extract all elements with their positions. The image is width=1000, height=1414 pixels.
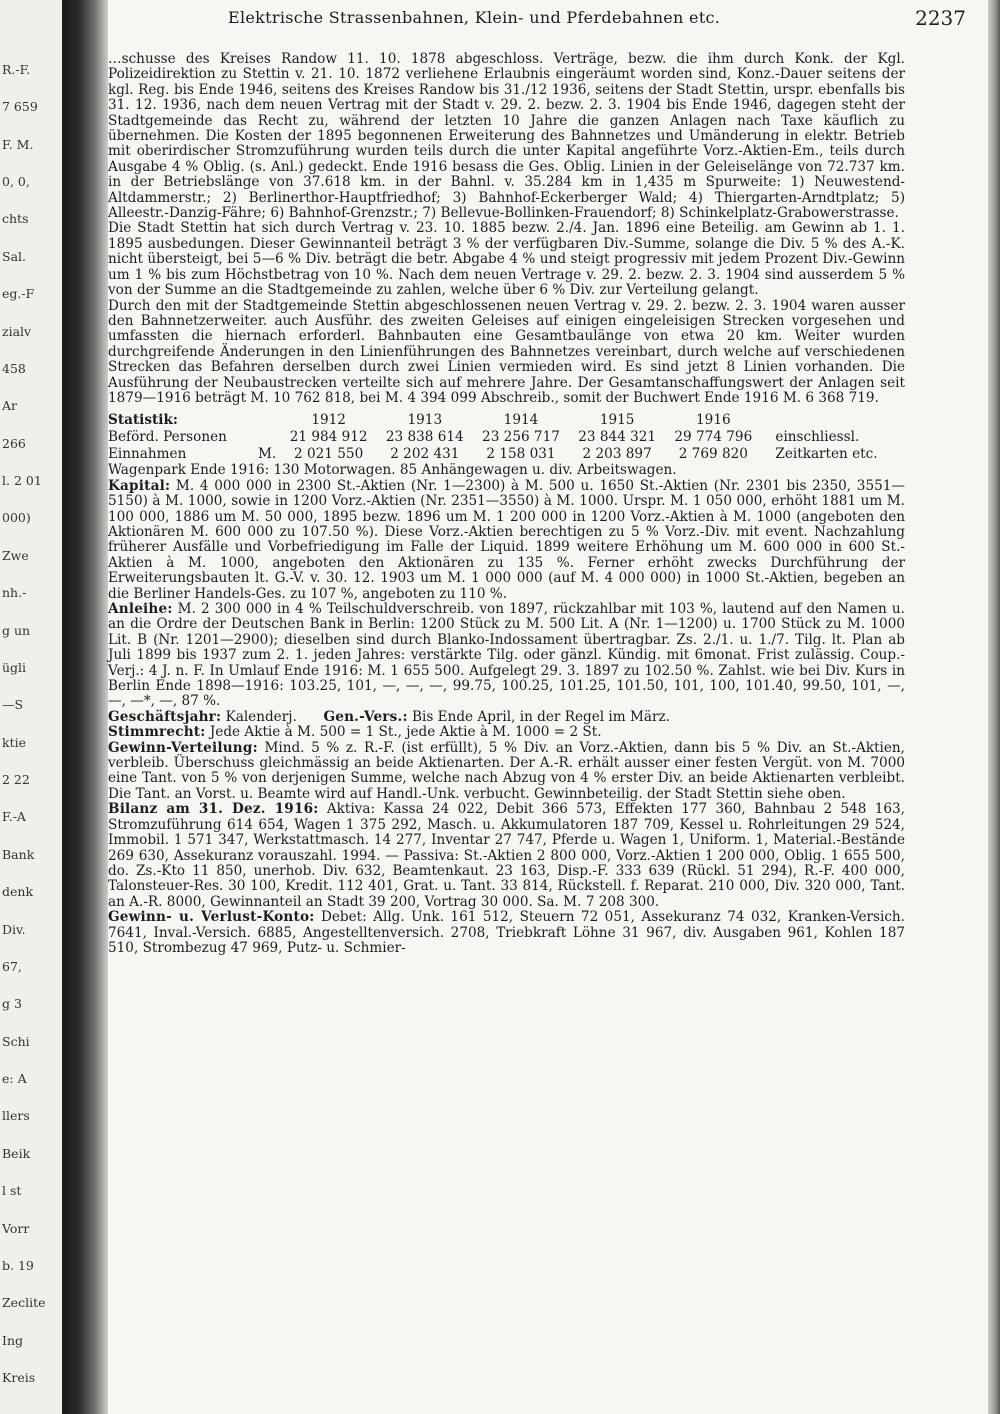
section-text: Jede Aktie à M. 500 = 1 St., jede Aktie à M. 1000 = 2 St. [209, 724, 602, 741]
margin-fragment: 7 659 [2, 99, 38, 115]
margin-fragment: e: A [2, 1071, 27, 1087]
margin-fragment: Sal. [2, 248, 26, 264]
year-header: 1915 [599, 412, 635, 429]
table-cell: 2 769 820 [678, 446, 748, 463]
section-label: Anleihe: [108, 601, 173, 617]
statistics-header-row [108, 412, 905, 429]
section-guv [108, 910, 905, 956]
table-cell: 2 021 550 [294, 446, 364, 463]
margin-fragment: 2 22 [2, 772, 30, 788]
section-kapital [108, 479, 905, 602]
margin-fragment: g un [2, 622, 31, 638]
section-stimmrecht [108, 725, 905, 740]
section-label: Stimmrecht: [108, 724, 206, 741]
margin-fragment: Ar [2, 398, 18, 414]
section-label: Geschäftsjahr: [108, 708, 222, 725]
margin-fragment: Beik [2, 1145, 31, 1161]
margin-fragment: eg.-F [2, 286, 35, 302]
section-text: M. 4 000 000 in 2300 St.-Aktien (Nr. 1—2300) à M. 500 u. 1650 St.-Aktien (Nr. 2301 bis 2350, 3551—5150) à M. 1000, sowie in 1200 Vorz.-Aktien (Nr. 2351—3550) à M. 1000. Urspr. M. 1 050 000, erhöht 1881 um M. 100 000, 1886 um M. 50 000, 1895 bezw. 1896 um M. 1 200 000 in 1200 Vorz.-Aktien à M. 1000 (angeboten den Aktionären M. 600 000 zu 107.50 %). Diese Vorz.-Aktien berechtigen zu 5 % Vorz.-Div. mit event. Nachzahlung früherer Ausfälle und Vorbefriedigung im Falle der Liquid. 1899 weitere Erhöhung um M. 600 000 in 600 St.-Aktien à M. 1000, angeboten den Aktionären zu 135 %. Ferner erhöht zwecks Durchführung der Erweiterungsbauten lt. G.-V. v. 30. 12. 1903 um M. 1 000 000 (auf M. 4 000 000) in 1000 St.-Aktien, begeben an die Berliner Handels-Ges. zu 107 %, angeboten zu 110 %. [108, 477, 905, 602]
table-cell: 21 984 912 [289, 429, 368, 446]
section-label: Bilanz am 31. Dez. 1916: [108, 801, 319, 818]
margin-fragment: Div. [2, 921, 26, 937]
section-text: Debet: Allg. Unk. 161 512, Steuern 72 051, Assekuranz 74 032, Kranken-Versich. 7641, Inval.-Versich. 6885, Angestelltenversich. 2708, Triebkraft Löhne 31 967, div. Ausgaben 961, Kohlen 187 510, Strombezug 47 969, Putz- u. Schmier- [108, 909, 906, 956]
section-label: Gewinn- u. Verlust-Konto: [108, 909, 315, 926]
statistics-table [108, 412, 905, 463]
table-cell: 23 256 717 [482, 429, 560, 446]
section-text: Aktiva: Kassa 24 022, Debit 366 573, Effekten 177 360, Bahnbau 2 548 163, Stromzuführung 614 654, Wagen 1 375 292, Masch. u. Akkumulatoren 187 709, Kessel u. Rohrleitungen 29 524, Immobil. 1 571 347, Werkstattmasch. 14 277, Inventar 27 747, Pferde u. Wagen 1, Uniform. 1, Material.-Bestände 269 630, Assekuranz vorauszahl. 1994. — Passiva: St.-Aktien 2 800 000, Vorz.-Aktien 1 200 000, Oblig. 1 655 500, do. Zs.-Kto 11 850, unerhob. Div. 632, Beamtenkaut. 23 163, Disp.-F. 333 639 (Rückl. 51 294), R.-F. 400 000, Talonsteuer-Res. 30 100, Kredit. 112 401, Grat. u. Tant. 33 814, Rückstell. f. Reparat. 210 000, Div. 320 000, Tant. an A.-R. 8000, Gewinnanteil an Stadt 39 200, Vortrag 30 000. Sa. M. 7 208 300. [108, 801, 905, 910]
body-text [108, 52, 905, 956]
statistics-label: Statistik: [108, 412, 178, 429]
row-note: einschliessl. [775, 429, 860, 446]
section-label: Kapital: [108, 477, 171, 494]
margin-fragment: Ing [2, 1332, 23, 1348]
year-header: 1913 [407, 412, 443, 429]
row-unit [258, 429, 281, 446]
section-label: Gen.-Vers.: [323, 708, 408, 725]
margin-fragment: l st [2, 1183, 22, 1199]
margin-fragment: R.-F. [2, 62, 31, 77]
margin-fragment: Zwe [2, 547, 29, 563]
page-header [108, 8, 988, 34]
previous-page-margin [0, 0, 62, 1414]
section-text: Mind. 5 % z. R.-F. (ist erfüllt), 5 % Div. an Vorz.-Aktien, dann bis 5 % Div. an St.-Aktien, verbleib. Überschuss gleichmässig an beide Aktienarten. Der A.-R. erhält ausser einer festen Vergüt. von M. 7000 eine Tant. von 5 % von derjenigen Summe, welche nach Abzug von 4 % erster Div. an beide Aktienarten verbleibt. Die Tant. an Vorst. u. Beamte wird auf Handl.-Unk. verbucht. Gewinnbeteilig. der Stadt Stettin siehe oben. [108, 739, 905, 802]
book-gutter [62, 0, 108, 1414]
margin-fragment: 0, 0, [2, 174, 30, 190]
table-cell: 29 774 796 [674, 429, 753, 446]
year-header: 1914 [503, 412, 539, 429]
section-text: Bis Ende April, in der Regel im März. [412, 708, 670, 725]
margin-fragment: Vorr [2, 1220, 30, 1236]
margin-fragment: —S [2, 697, 24, 713]
margin-fragment: Zeclite [2, 1295, 46, 1311]
table-cell: 2 202 431 [390, 446, 460, 463]
paragraph-wagenpark: Wagenpark Ende 1916: 130 Motorwagen. 85 Anhängewagen u. div. Arbeitswagen. [108, 462, 677, 479]
section-text: Kalenderj. [225, 708, 297, 725]
row-label: Beförd. Personen [108, 429, 227, 446]
year-header: 1916 [696, 412, 731, 429]
margin-fragment: denk [2, 884, 34, 900]
margin-fragment: zialv [2, 323, 32, 339]
year-header: 1912 [311, 412, 346, 429]
row-note: Zeitkarten etc. [775, 446, 878, 463]
page-edge-shadow [988, 0, 1000, 1414]
statistics-row-passengers [108, 429, 905, 446]
section-text: M. 2 300 000 in 4 % Teilschuldverschreib. von 1897, rückzahlbar mit 103 %, lautend auf den Namen u. an die Ordre der Deutschen Bank in Berlin: 1200 Stück zu M. 500 Lit. A (Nr. 1—1200) u. 1700 Stück zu M. 1000 Lit. B (Nr. 1201—2900); dieselben sind durch Blanko-Indossament übertragbar. Zs. 2./1. u. 1./7. Tilg. lt. Plan ab Juli 1899 bis 1937 zum 2. 1. jeden Jahres: verstärkte Tilg. oder gänzl. Kündig. mit 6monat. Frist zulässig. Coup.-Verj.: 4 J. n. F. In Umlauf Ende 1916: M. 1 655 500. Aufgelegt 29. 3. 1897 zu 102.50 %. Zahlst. wie bei Div. Kurs in Berlin Ende 1898—1916: 103.25, 101, —, —, —, 99.75, 100.25, 101.25, 101.50, 101, 100, 101.40, 99.50, 101, —, —, —*, —, 87 %. [108, 601, 905, 710]
margin-fragment: Schi [2, 1033, 30, 1049]
margin-fragment: chts [2, 211, 29, 227]
statistics-row-revenue [108, 446, 905, 463]
row-label: Einnahmen [108, 446, 187, 463]
table-cell: 2 203 897 [582, 446, 652, 463]
page-number: 2237 [915, 6, 966, 30]
margin-fragment: 458 [2, 360, 26, 376]
margin-fragment: g 3 [2, 996, 22, 1012]
table-cell: 2 158 031 [486, 446, 556, 463]
margin-fragment: Kreis [2, 1370, 36, 1385]
section-bilanz [108, 802, 905, 910]
margin-fragment: l. 2 01 [2, 473, 42, 489]
row-unit: M. [258, 446, 277, 463]
paragraph-new-contract: Durch den mit der Stadtgemeinde Stettin abgeschlossenen neuen Vertrag v. 29. 2. bezw. 2. 3. 1904 waren ausser den Bahnnetzerweiter. auch Ausführ. des zweiten Geleises auf einigen eingeleisigen Strecken vorgesehen und umfassten die hiernach erforderl. Bahnbauten eine Gesamtbaulänge von etwa 20 km. Weiter wurden durchgreifende Änderungen in den Linienführungen des Bahnnetzes vereinbart, durch welche auf verschiedenen Strecken das Befahren derselben durch zwei Linien vermieden wird. Es sind jetzt 8 Linien vorhanden. Die Ausführung der Neubaustrecken verteilte sich auf mehrere Jahre. Der Gesamtanschaffungswert der Anlagen seit 1879—1916 beträgt M. 10 762 818, bei M. 4 394 099 Abschreib., somit der Buchwert Ende 1916 M. 6 368 719. [108, 297, 905, 406]
margin-fragment: F.-A [2, 809, 26, 825]
page [108, 0, 988, 1414]
section-label: Gewinn-Verteilung: [108, 739, 258, 756]
margin-fragment: ktie [2, 734, 26, 750]
table-cell: 23 838 614 [385, 429, 464, 446]
margin-fragment: F. M. [2, 136, 34, 152]
table-cell: 23 844 321 [578, 429, 657, 446]
margin-fragment: llers [2, 1108, 30, 1124]
paragraph-city-share: Die Stadt Stettin hat sich durch Vertrag v. 23. 10. 1885 bezw. 2./4. Jan. 1896 eine Beteilig. am Gewinn ab 1. 1. 1895 ausbedungen. Dieser Gewinnanteil beträgt 3 % der verfügbaren Div.-Summe, solange die Div. 5 % des A.-K. nicht übersteigt, bei 5—6 % Div. beträgt die betr. Abgabe 4 % und steigt progressiv mit jedem Prozent Div.-Gewinn um 1 % bis zum Höchstbetrag von 10 %. Nach dem neuen Vertrage v. 29. 2. bezw. 2. 3. 1904 sind ausserdem 5 % von der Summe an die Stadtgemeinde zu zahlen, welche über 6 % Div. zur Verteilung gelangt. [108, 220, 905, 299]
margin-fragment: Bank [2, 846, 35, 862]
running-title: Elektrische Strassenbahnen, Klein- und Pferdebahnen etc. [228, 8, 721, 27]
section-geschaeftsjahr [108, 710, 905, 725]
section-anleihe [108, 602, 905, 710]
paragraph-concession: …schusse des Kreises Randow 11. 10. 1878 abgeschloss. Verträge, bezw. die ihm durch Konk. der Kgl. Polizeidirektion zu Stettin v. 21. 10. 1872 verliehene Erlaubnis eingeräumt worden sind, Konz.-Dauer seitens der kgl. Reg. bis Ende 1946, seitens des Kreises Randow bis 31./12 1936, seitens der Stadt Stettin, urspr. ebenfalls bis 31. 12. 1936, nach dem neuen Vertrag mit der Stadt v. 29. 2. bezw. 2. 3. 1904 bis Ende 1946, dagegen steht der Stadtgemeinde das Recht zu, während der letzten 10 Jahre die ganzen Anlagen nach Taxe käuflich zu übernehmen. Die Kosten der 1895 begonnenen Erweiterung des Bahnnetzes und Umänderung in elektr. Betrieb mit oberirdischer Stromzuführung wurden teils durch die unter Kapital angeführte Vorz.-Aktien-Em., teils durch Ausgabe 4 % Oblig. (s. Anl.) gedeckt. Ende 1916 besass die Ges. Oblig. Linien in der Geleiselänge von 72.737 km. in der Betriebslänge von 37.618 km. in der Bahnl. v. 35.284 km in 1,435 m Spurweite: 1) Neuwestend-Altdammerstr.; 2) Berlinerthor-Hauptfriedhof; 3) Bahnhof-Eckerberger Wald; 4) Thiergarten-Arndtplatz; 5) Alleestr.-Danzig-Fähre; 6) Bahnhof-Grenzstr.; 7) Bellevue-Bollinken-Frauendorf; 8) Schinkelplatz-Grabowerstrasse. [108, 51, 905, 222]
margin-fragment: 67, [2, 958, 22, 974]
section-gewinn-verteilung [108, 741, 905, 803]
margin-fragment: 266 [2, 435, 26, 451]
margin-fragment: nh.- [2, 585, 27, 601]
margin-fragment: 000) [2, 510, 31, 526]
margin-fragment: b. 19 [2, 1257, 34, 1273]
margin-fragment: ügli [2, 659, 27, 675]
